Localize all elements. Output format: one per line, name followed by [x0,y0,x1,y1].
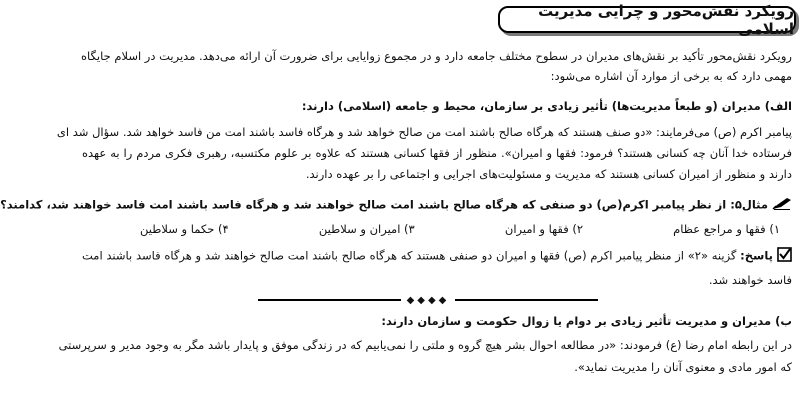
option-3: ۳) امیران و سلاطین [318,222,415,236]
option-4: ۴) حکما و سلاطین [140,222,229,236]
example-question: از نظر پیامبر اکرم(ص) دو صنفی که هرگاه صالح باشند امت صالح خواهند شد و هرگاه فاسد باشند امت فاسد خواهند شد، کدامند؟ [0,197,727,212]
answer-row [82,247,792,265]
checkbox-icon [777,247,792,265]
divider-dots: ◆◆◆◆ [406,294,450,306]
answer-options [140,222,780,238]
section-b-heading: ب) مدیران و مدیریت تأثیر زیادی بر دوام یا زوال حکومت و سازمان دارند: [381,314,792,328]
option-1: ۱) فقها و مراجع عظام [673,222,780,236]
section-a-line-2: فرستاده خدا آنان چه کسانی هستند؟ فرمود: فقها و امیران». منظور از فقها کسانی هستند که علاوه بر علوم مکتسبه، رهبری فکری مردم را به عهده [82,146,792,160]
example-label: مثال۵: [730,197,768,212]
option-2: ۲) فقها و امیران [504,222,584,236]
section-divider [258,293,598,307]
section-a-line-1: پیامبر اکرم (ص) می‌فرمایند: «دو صنف هستند که هرگاه صالح باشند امت من صالح خواهد شد و هرگاه فاسد باشند امت من فاسد خواهد شد. سؤال شد ای [56,125,792,139]
answer-line-2: فاسد خواهند شد. [708,273,792,287]
section-b-line-1: در این رابطه امام رضا (ع) فرمودند: «در مطالعه احوال بشر هیچ گروه و ملتی را نمی‌یابیم که در زندگی موفق و پایدار باشد مگر به وجود مدیر و سرپرستی [58,338,792,352]
answer-label: پاسخ: [740,248,773,263]
section-a-line-3: دارند و منظور از امیران کسانی هستند که مدیریت و مسئولیت‌های اجرایی و اجتماعی را بر عهده دارند. [305,167,792,181]
intro-line-1: رویکرد نقش‌محور تأکید بر نقش‌های مدیران در سطوح مختلف جامعه دارد و در مجموع زوایایی برای ضرورت آن ارائه می‌دهد. مدیریت در اسلام جایگاه [80,49,792,63]
divider-rule-left [455,299,598,301]
intro-line-2: مهمی دارد که به برخی از موارد آن اشاره می‌شود: [550,69,792,83]
section-a-heading: الف) مدیران (و طبعاً مدیریت‌ها) تأثیر زیادی بر سازمان، محیط و جامعه (اسلامی) دارند: [301,99,792,113]
pen-icon [772,197,792,213]
answer-line-1: گزینه «۲» از منظر پیامبر اکرم (ص) فقها و امیران دو صنفی هستند که هرگاه صالح باشند امت صالح خواهند شد و هرگاه فاسد باشند امت [82,248,737,263]
section-title [498,1,796,38]
divider-rule-right [258,299,401,301]
example-question-row [0,197,792,213]
section-title-text: رویکرد نقش‌محور و چرایی مدیریت اسلامی [538,1,794,38]
section-b-line-2: که امور مادی و معنوی آنان را مدیریت نماید». [574,360,792,374]
